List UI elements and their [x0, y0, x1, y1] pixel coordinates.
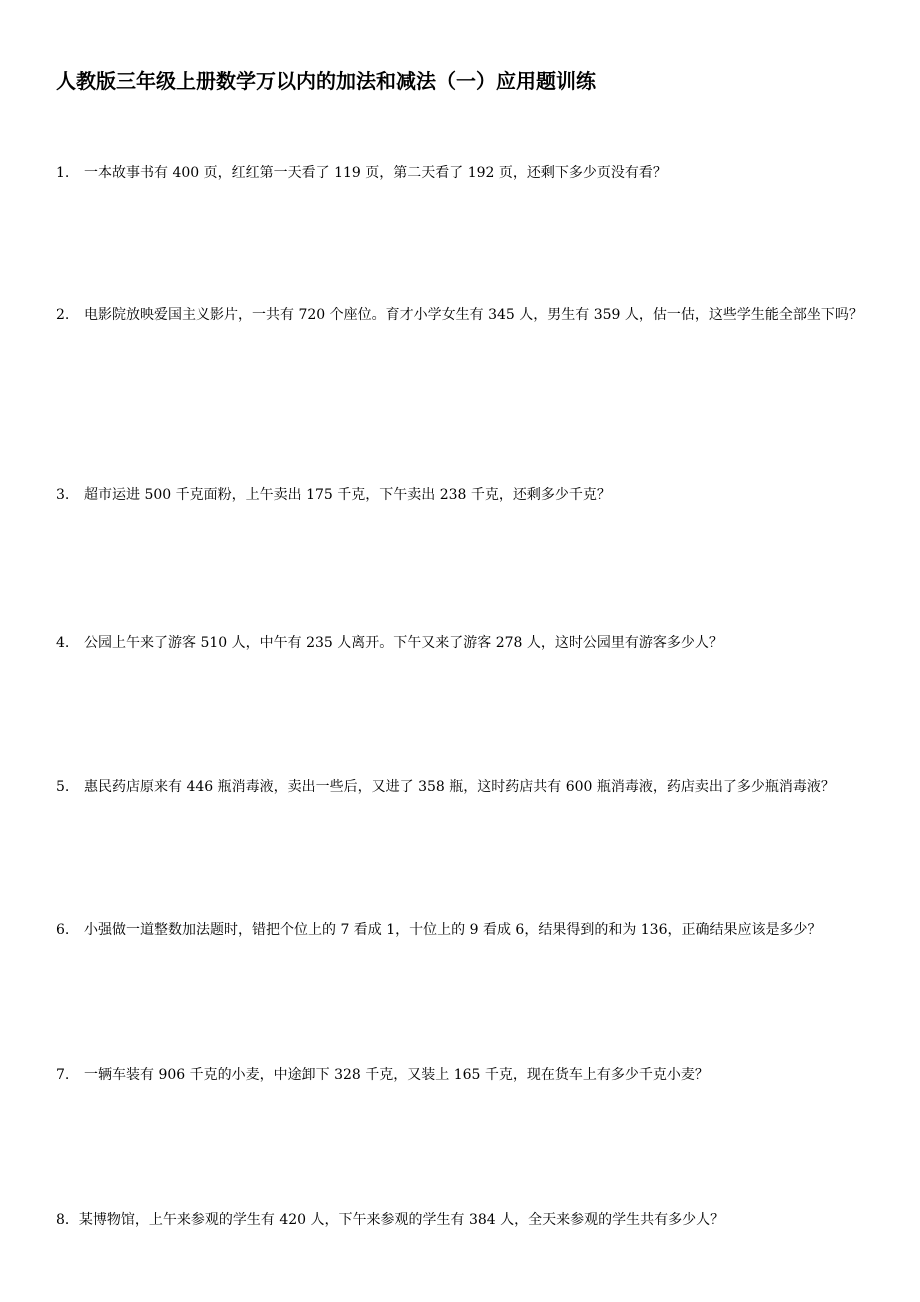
question-8	[56, 1203, 868, 1237]
question-text: 一本故事书有 400 页，红红第一天看了 119 页，第二天看了 192 页，还剩下多少页没有看？	[84, 165, 667, 181]
question-text: 电影院放映爱国主义影片，一共有 720 个座位。育才小学女生有 345 人，男生有 359 人，估一估，这些学生能全部坐下吗？	[84, 307, 863, 323]
question-text: 一辆车装有 906 千克的小麦，中途卸下 328 千克，又装上 165 千克，现在货车上有多少千克小麦？	[84, 1067, 709, 1083]
question-3	[56, 478, 868, 512]
question-text: 公园上午来了游客 510 人，中午有 235 人离开。下午又来了游客 278 人，这时公园里有游客多少人？	[84, 635, 723, 651]
page-title: 人教版三年级上册数学万以内的加法和减法（一）应用题训练	[56, 69, 596, 93]
question-number: 5.	[56, 779, 70, 795]
question-number: 7.	[56, 1067, 70, 1083]
question-4	[56, 626, 868, 660]
question-number: 8．	[56, 1212, 79, 1228]
question-text: 小强做一道整数加法题时，错把个位上的 7 看成 1，十位上的 9 看成 6，结果得到的和为 136，正确结果应该是多少？	[84, 922, 822, 938]
question-text: 某博物馆，上午来参观的学生有 420 人，下午来参观的学生有 384 人，全天来参观的学生共有多少人？	[78, 1212, 725, 1228]
question-text: 惠民药店原来有 446 瓶消毒液，卖出一些后，又进了 358 瓶，这时药店共有 600 瓶消毒液，药店卖出了多少瓶消毒液？	[84, 779, 835, 795]
question-7	[56, 1058, 868, 1092]
question-text: 超市运进 500 千克面粉，上午卖出 175 千克，下午卖出 238 千克，还剩多少千克？	[84, 487, 611, 503]
question-5	[56, 770, 868, 804]
question-2	[56, 298, 868, 332]
question-number: 2.	[56, 307, 70, 323]
question-number: 4.	[56, 635, 70, 651]
question-1	[56, 156, 868, 190]
question-number: 1.	[56, 165, 70, 181]
question-number: 6.	[56, 922, 70, 938]
question-6	[56, 913, 868, 947]
question-number: 3.	[56, 487, 70, 503]
